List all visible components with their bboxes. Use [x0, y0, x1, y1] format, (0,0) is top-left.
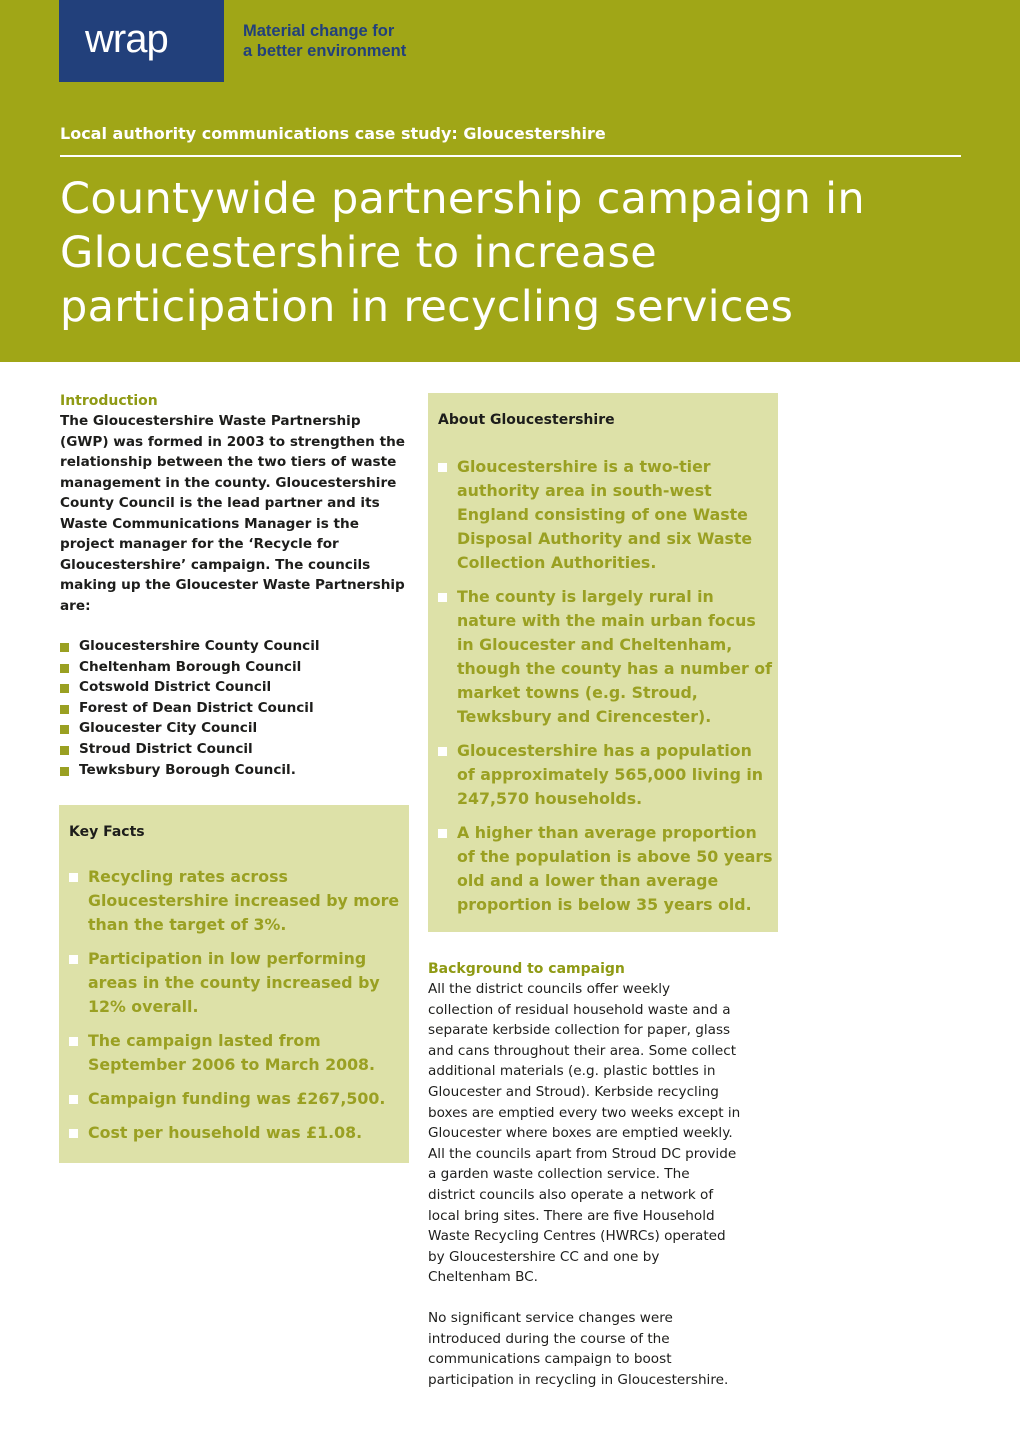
text-line: Gloucester where boxes are emptied weekly.	[428, 1125, 733, 1142]
text-line: and cans throughout their area. Some collect	[428, 1042, 737, 1059]
text-line: 247,570 households.	[457, 789, 643, 808]
text-line: Disposal Authority and six Waste	[457, 529, 753, 548]
bullet-square-icon	[60, 725, 69, 734]
list-item	[60, 657, 415, 678]
list-item	[60, 718, 415, 739]
bullet-square-icon	[438, 463, 447, 472]
text-line: Gloucestershire has a population	[457, 741, 752, 760]
page-title	[60, 172, 980, 334]
text-line: Campaign funding was £267,500.	[88, 1089, 386, 1108]
introduction-section	[60, 392, 415, 780]
list-item	[60, 698, 415, 719]
list-item	[60, 739, 415, 760]
council-name: Gloucester City Council	[79, 720, 258, 737]
text-line: All the councils apart from Stroud DC provide	[428, 1145, 737, 1162]
text-line: district councils also operate a network of	[428, 1186, 714, 1203]
text-line: old and a lower than average	[457, 871, 719, 890]
text-line: than the target of 3%.	[88, 915, 287, 934]
bullet-square-icon	[69, 1129, 78, 1138]
bullet-square-icon	[69, 1037, 78, 1046]
text-line: though the county has a number of	[457, 659, 772, 678]
list-item	[69, 1087, 405, 1111]
text-line: authority area in south-west	[457, 481, 712, 500]
bullet-square-icon	[438, 829, 447, 838]
text-line: project manager for the ‘Recycle for	[60, 536, 339, 552]
text-line: of the population is above 50 years	[457, 847, 773, 866]
text-line: Waste Recycling Centres (HWRCs) operated	[428, 1228, 726, 1245]
title-line: Gloucestershire to increase	[60, 228, 657, 278]
bullet-square-icon	[438, 747, 447, 756]
text-line: No significant service changes were	[428, 1309, 673, 1326]
text-line: England consisting of one Waste	[457, 505, 748, 524]
background-paragraph-2	[428, 1308, 788, 1390]
text-line: (GWP) was formed in 2003 to strengthen the	[60, 433, 405, 450]
background-section	[428, 960, 788, 1390]
text-line: management in the county. Gloucestershire	[60, 474, 397, 491]
key-facts-box	[59, 805, 409, 1163]
text-line: boxes are emptied every two weeks except in	[428, 1104, 741, 1121]
list-item	[69, 1121, 405, 1145]
text-line: a garden waste collection service. The	[428, 1166, 690, 1183]
about-list	[438, 455, 774, 917]
text-line: nature with the main urban focus	[457, 611, 756, 630]
tagline-line1: Material change for	[243, 22, 395, 40]
text-line: Cost per household was £1.08.	[88, 1123, 363, 1142]
text-line: A higher than average proportion	[457, 823, 757, 842]
council-name: Cheltenham Borough Council	[79, 658, 302, 675]
text-line: by Gloucestershire CC and one by	[428, 1248, 660, 1265]
wrap-logo-icon	[85, 18, 205, 66]
key-facts-list	[69, 865, 405, 1145]
text-line: making up the Gloucester Waste Partnership	[60, 577, 405, 593]
title-line: participation in recycling services	[60, 282, 794, 332]
council-name: Gloucestershire County Council	[79, 638, 320, 654]
text-line: The Gloucestershire Waste Partnership	[60, 413, 361, 429]
text-line: Gloucester and Stroud). Kerbside recycling	[428, 1083, 719, 1100]
background-heading: Background to campaign	[428, 961, 625, 977]
bullet-square-icon	[69, 1095, 78, 1104]
list-item	[60, 760, 415, 781]
logo-wordmark: wrap	[85, 18, 168, 61]
council-name: Cotswold District Council	[79, 679, 272, 696]
text-line: Gloucestershire’ campaign. The councils	[60, 556, 371, 573]
text-line: in Gloucester and Cheltenham,	[457, 635, 733, 654]
introduction-text	[60, 411, 415, 616]
text-line: Collection Authorities.	[457, 553, 657, 572]
wrap-logo[interactable]	[59, 0, 224, 82]
bullet-square-icon	[69, 955, 78, 964]
about-heading: About Gloucestershire	[438, 412, 615, 428]
bullet-square-icon	[60, 643, 69, 652]
text-line: relationship between the two tiers of waste	[60, 454, 397, 470]
text-line: are:	[60, 597, 91, 614]
text-line: additional materials (e.g. plastic bottles in	[428, 1063, 716, 1080]
list-item	[438, 585, 774, 729]
list-item	[438, 739, 774, 811]
title-line: Countywide partnership campaign in	[60, 174, 865, 224]
list-item	[60, 677, 415, 698]
bullet-square-icon	[69, 873, 78, 882]
text-line: The campaign lasted from	[88, 1031, 321, 1050]
about-gloucestershire-box	[428, 393, 778, 932]
text-line: collection of residual household waste and a	[428, 1001, 731, 1018]
council-list	[60, 636, 415, 780]
text-line: All the district councils offer weekly	[428, 981, 671, 997]
introduction-heading: Introduction	[60, 393, 158, 409]
text-line: participation in recycling in Gloucestershire.	[428, 1371, 729, 1388]
background-paragraph-1	[428, 979, 788, 1288]
text-line: introduced during the course of the	[428, 1330, 670, 1347]
header-banner	[0, 0, 1020, 362]
list-item	[438, 455, 774, 575]
list-item	[69, 1029, 405, 1077]
list-item	[438, 821, 774, 917]
text-line: Participation in low performing	[88, 949, 367, 968]
council-name: Forest of Dean District Council	[79, 699, 314, 716]
header-divider	[60, 155, 961, 157]
text-line: areas in the county increased by	[88, 973, 380, 992]
text-line: communications campaign to boost	[428, 1351, 672, 1368]
text-line: County Council is the lead partner and its	[60, 495, 380, 511]
bullet-square-icon	[60, 767, 69, 776]
council-name: Stroud District Council	[79, 740, 253, 757]
text-line: separate kerbside collection for paper, glass	[428, 1022, 731, 1039]
text-line: local bring sites. There are five Household	[428, 1207, 715, 1224]
text-line: proportion is below 35 years old.	[457, 895, 752, 914]
text-line: Gloucestershire increased by more	[88, 891, 400, 910]
text-line: The county is largely rural in	[457, 587, 714, 606]
key-facts-heading: Key Facts	[69, 824, 145, 840]
case-study-kicker: Local authority communications case study: Gloucestershire	[60, 124, 606, 143]
bullet-square-icon	[60, 705, 69, 714]
bullet-square-icon	[60, 746, 69, 755]
text-line: Tewksbury and Cirencester).	[457, 707, 712, 726]
list-item	[60, 636, 415, 657]
text-line: of approximately 565,000 living in	[457, 765, 764, 784]
text-line: Recycling rates across	[88, 867, 288, 886]
list-item	[69, 947, 405, 1019]
tagline-line2: a better environment	[243, 42, 407, 60]
council-name: Tewksbury Borough Council.	[79, 761, 296, 778]
text-line: Waste Communications Manager is the	[60, 515, 359, 532]
bullet-square-icon	[60, 684, 69, 693]
text-line: 12% overall.	[88, 997, 199, 1016]
text-line: Cheltenham BC.	[428, 1269, 538, 1286]
text-line: Gloucestershire is a two-tier	[457, 457, 711, 476]
tagline	[243, 21, 406, 61]
text-line: September 2006 to March 2008.	[88, 1055, 376, 1074]
bullet-square-icon	[60, 664, 69, 673]
bullet-square-icon	[438, 593, 447, 602]
list-item	[69, 865, 405, 937]
text-line: market towns (e.g. Stroud,	[457, 683, 698, 702]
